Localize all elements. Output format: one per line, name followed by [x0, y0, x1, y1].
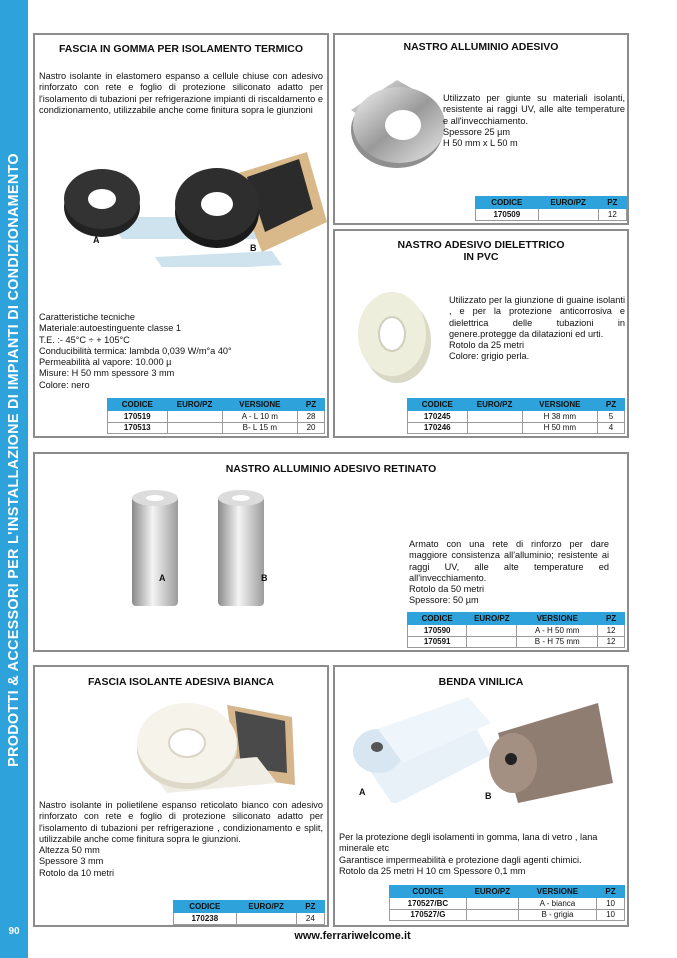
- black-foam-tape-image: [37, 147, 327, 267]
- header-euro: EURO/PZ: [467, 399, 522, 411]
- pvc-tape-image: [347, 279, 447, 389]
- product-description: Utilizzato per giunte su materiali isolanti, resistente ai raggi UV, alle alte temperature e all'invecchiamento. Spessore 25 µm H 50 mm x L 50 m: [443, 93, 625, 149]
- product-description: Utilizzato per la giunzione di guaine isolanti , e per la protezione anticorrosiva e dielettrica delle tubazioni in genere.protegge da dilatazioni ed urti. Rotolo da 25 metri Colore: grigio perla.: [449, 295, 625, 362]
- table-row: 170527/BC A - bianca 10: [390, 898, 625, 910]
- category-title: PRODOTTI & ACCESSORI PER L'INSTALLAZIONE DI IMPIANTI DI CONDIZIONAMENTO: [6, 153, 22, 767]
- reinforced-aluminium-tape-image: [120, 486, 320, 616]
- header-pz: PZ: [597, 886, 625, 898]
- variant-label-b: B: [250, 243, 257, 253]
- header-versione: VERSIONE: [522, 399, 598, 411]
- product-description: Nastro isolante in elastomero espanso a cellule chiuse con adesivo rinforzato con rete e foglio di protezione siliconato adatto per l'isolamento di tubazioni per refrigerazione impianti di riscaldamento e condizionamento, utilizzabile anche come finitura sopra le giunzioni: [39, 71, 323, 115]
- table-row: 170527/G B - grigia 10: [390, 909, 625, 921]
- category-sidebar: [0, 0, 28, 958]
- header-pz: PZ: [598, 197, 626, 209]
- product-panel-benda-vinilica: [333, 665, 629, 927]
- header-codice: CODICE: [408, 399, 468, 411]
- product-code-table: [107, 398, 325, 434]
- aluminium-tape-image: [337, 75, 447, 175]
- variant-label-b: B: [485, 791, 492, 801]
- table-row: 170509 12: [476, 209, 627, 221]
- variant-label-a: A: [159, 573, 166, 583]
- variant-label-a: A: [359, 787, 366, 797]
- table-row: 170513 B- L 15 m 20: [108, 422, 325, 434]
- product-code-table: [407, 398, 625, 434]
- website-footer[interactable]: www.ferrariwelcome.it: [294, 930, 411, 942]
- product-code-table: [407, 612, 625, 648]
- variant-label-a: A: [93, 235, 100, 245]
- header-codice: CODICE: [174, 901, 237, 913]
- header-codice: CODICE: [108, 399, 168, 411]
- product-title: NASTRO ALLUMINIO ADESIVO RETINATO: [225, 463, 437, 475]
- table-row: 170519 A - L 10 m 28: [108, 411, 325, 423]
- table-row: 170590 A - H 50 mm 12: [408, 625, 625, 637]
- product-code-table: [173, 900, 325, 925]
- product-title: NASTRO ADESIVO DIELETTRICO IN PVC: [397, 239, 565, 263]
- header-pz: PZ: [598, 399, 625, 411]
- header-euro: EURO/PZ: [236, 901, 296, 913]
- header-euro: EURO/PZ: [467, 613, 517, 625]
- product-panel-fascia-bianca: [33, 665, 329, 927]
- product-title: BENDA VINILICA: [438, 676, 524, 688]
- table-row: 170246 H 50 mm 4: [408, 422, 625, 434]
- header-versione: VERSIONE: [518, 886, 596, 898]
- header-pz: PZ: [296, 901, 324, 913]
- product-panel-fascia-gomma: [33, 33, 329, 438]
- page-number: 90: [8, 926, 20, 937]
- technical-specs: Caratteristiche tecniche Materiale:autoestinguente classe 1 T.E. :- 45°C ÷ + 105°C Conducibilità termica: lambda 0,039 W/m°a 40° Permeabilità al vapore: 10.000 µ Misure: H 50 mm spessore 3 mm Colore: nero: [39, 312, 232, 390]
- product-description: Nastro isolante in polietilene espanso reticolato bianco con adesivo rinforzato con rete e foglio di protezione siliconato adatto per l'isolamento di tubazioni per refrigerazione , condizionamento e split, utilizzabile anche come finitura sopra le giunzioni. Altezza 50 mm Spessore 3 mm Rotolo da 10 metri: [39, 800, 323, 878]
- header-codice: CODICE: [390, 886, 467, 898]
- product-description: Per la protezione degli isolamenti in gomma, lana di vetro , lana minerale etc Garantisce impermeabilità e protezione dagli agenti chimici. Rotolo da 25 metri H 10 cm Spessore 0,1 mm: [339, 832, 598, 876]
- variant-label-b: B: [261, 573, 268, 583]
- header-euro: EURO/PZ: [167, 399, 222, 411]
- header-codice: CODICE: [408, 613, 467, 625]
- product-title: NASTRO ALLUMINIO ADESIVO: [403, 41, 559, 53]
- product-panel-nastro-alluminio: [333, 33, 629, 225]
- vinyl-bandage-image: [343, 693, 623, 803]
- header-euro: EURO/PZ: [466, 886, 518, 898]
- table-row: 170245 H 38 mm 5: [408, 411, 625, 423]
- table-row: 170238 24: [174, 913, 325, 925]
- header-versione: VERSIONE: [517, 613, 598, 625]
- table-row: 170591 B - H 75 mm 12: [408, 636, 625, 648]
- header-euro: EURO/PZ: [538, 197, 598, 209]
- product-title: FASCIA ISOLANTE ADESIVA BIANCA: [88, 676, 274, 688]
- header-pz: PZ: [598, 613, 625, 625]
- product-title: FASCIA IN GOMMA PER ISOLAMENTO TERMICO: [58, 43, 304, 55]
- product-panel-nastro-retinato: [33, 452, 629, 652]
- product-description: Armato con una rete di rinforzo per dare maggiore consistenza all'alluminio; resistente ai raggi UV, alle alte temperature ed all'invecchiamento. Rotolo da 50 metri Spessore: 50 µm: [409, 539, 609, 606]
- product-panel-nastro-pvc: [333, 229, 629, 438]
- white-foam-tape-image: [127, 697, 307, 797]
- header-codice: CODICE: [476, 197, 539, 209]
- product-code-table: [389, 885, 625, 921]
- product-code-table: [475, 196, 627, 221]
- header-pz: PZ: [298, 399, 325, 411]
- header-versione: VERSIONE: [222, 399, 298, 411]
